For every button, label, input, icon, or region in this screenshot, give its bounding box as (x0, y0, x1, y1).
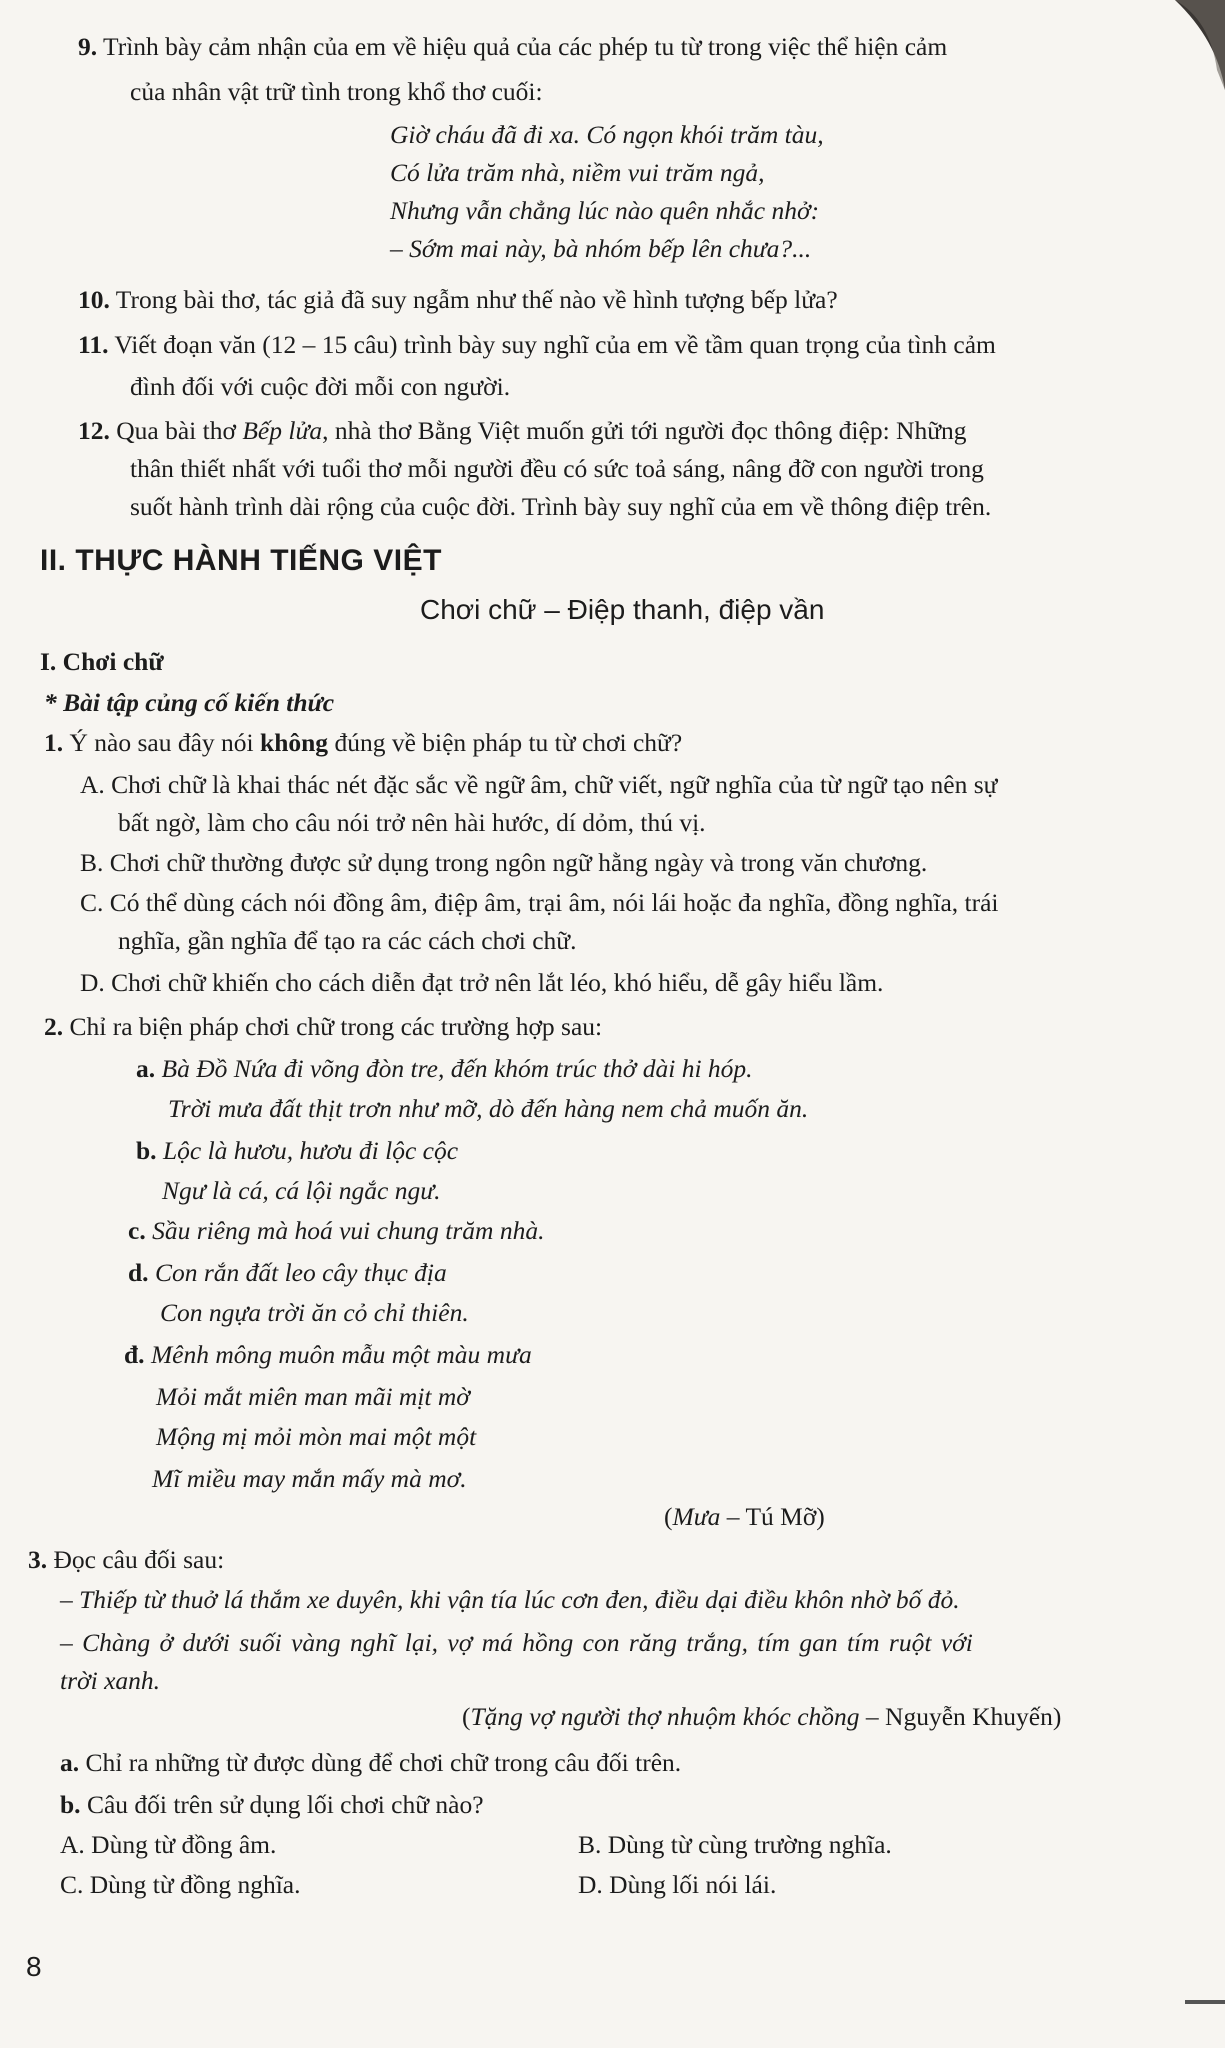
option-b: B. Dùng từ cùng trường nghĩa. (578, 1830, 892, 1859)
option-d: D. Dùng lối nói lái. (578, 1870, 777, 1899)
question-text: Viết đoạn văn (12 – 15 câu) trình bày suy nghĩ của em về tầm quan trọng của tình cảm (114, 330, 996, 359)
example-d-line-1 (128, 1256, 447, 1290)
poem-source (664, 1500, 825, 1534)
source-text: – Tú Mỡ) (720, 1502, 825, 1531)
exercise-3b (60, 1788, 484, 1822)
question-text: đúng về biện pháp tu từ chơi chữ? (328, 728, 683, 757)
lesson-subtitle: Chơi chữ – Điệp thanh, điệp vần (420, 594, 825, 625)
option-c: C. Dùng từ đồng nghĩa. (60, 1870, 301, 1899)
exercise-2-question (44, 1010, 602, 1044)
question-text: Chỉ ra những từ được dùng để chơi chữ trong câu đối trên. (85, 1748, 682, 1777)
example-a-line-2: Trời mưa đất thịt trơn như mỡ, dò đến hàng nem chả muốn ăn. (168, 1094, 809, 1123)
source-title: Mưa (672, 1502, 721, 1531)
question-9-line-1 (78, 30, 947, 64)
example-dd-line-3: Mộng mị mỏi mòn mai một một (156, 1422, 477, 1451)
question-text: Câu đối trên sử dụng lối chơi chữ nào? (86, 1790, 484, 1819)
source-text: ( (462, 1702, 471, 1731)
option-a-line-1: A. Chơi chữ là khai thác nét đặc sắc về ngữ âm, chữ viết, ngữ nghĩa của từ ngữ tạo nên sự (80, 770, 998, 799)
option-a: A. Dùng từ đồng âm. (60, 1830, 277, 1859)
question-text: Chỉ ra biện pháp chơi chữ trong các trường hợp sau: (69, 1012, 603, 1041)
poem-line-2: Có lửa trăm nhà, niềm vui trăm ngả, (390, 158, 765, 187)
question-text: Đọc câu đối sau: (53, 1545, 225, 1574)
item-label: a. (136, 1054, 156, 1083)
question-text: , nhà thơ Bằng Việt muốn gửi tới người đọc thông điệp: Những (322, 416, 967, 445)
example-text: Con rắn đất leo cây thục địa (154, 1258, 447, 1287)
poem-line-1: Giờ cháu đã đi xa. Có ngọn khói trăm tàu, (390, 120, 824, 149)
example-a-line-1 (136, 1052, 753, 1086)
question-number: 12. (78, 416, 110, 445)
exercise-3-question (28, 1543, 224, 1577)
question-12-line-3: suốt hành trình dài rộng của cuộc đời. Trình bày suy nghĩ của em về thông điệp trên. (130, 492, 992, 521)
item-label: c. (128, 1216, 146, 1245)
emphasis: không (260, 728, 329, 757)
example-text: Mênh mông muôn mẫu một màu mưa (150, 1340, 532, 1369)
question-11-line-2: đình đối với cuộc đời mỗi con người. (130, 372, 511, 401)
example-text: Lộc là hươu, hươu đi lộc cộc (162, 1136, 459, 1165)
question-10 (78, 283, 838, 317)
option-b: B. Chơi chữ thường được sử dụng trong ngôn ngữ hằng ngày và trong văn chương. (80, 848, 928, 877)
exercise-1-question (44, 726, 682, 760)
source-title: Tặng vợ người thợ nhuộm khóc chồng (470, 1702, 860, 1731)
page-curl-icon (1155, 0, 1225, 90)
page-number: 8 (26, 1951, 42, 1982)
question-number: 10. (78, 285, 110, 314)
example-b-line-2: Ngư là cá, cá lội ngắc ngư. (162, 1176, 441, 1205)
example-text: Sầu riêng mà hoá vui chung trăm nhà. (152, 1216, 545, 1245)
question-text: Trình bày cảm nhận của em về hiệu quả của các phép tu từ trong việc thể hiện cảm (103, 32, 948, 61)
item-label: b. (60, 1790, 81, 1819)
item-label: d. (128, 1258, 149, 1287)
question-number: 2. (44, 1012, 64, 1041)
couplet-line-2: – Chàng ở dưới suối vàng nghĩ lại, vợ má hồng con răng trắng, tím gan tím ruột với (60, 1628, 973, 1657)
option-c-line-1: C. Có thể dùng cách nói đồng âm, điệp âm, trại âm, nói lái hoặc đa nghĩa, đồng nghĩa, trái (80, 888, 999, 917)
source-text: – Nguyễn Khuyến) (859, 1702, 1062, 1731)
example-dd-line-2: Mỏi mắt miên man mãi mịt mờ (156, 1382, 470, 1411)
example-b-line-1 (136, 1134, 458, 1168)
question-number: 1. (44, 728, 64, 757)
example-dd-line-4: Mĩ miều may mắn mấy mà mơ. (152, 1464, 467, 1493)
page-edge-mark (1185, 2000, 1225, 2004)
poem-title: Bếp lửa (242, 416, 323, 445)
item-label: đ. (124, 1340, 145, 1369)
question-number: 11. (78, 330, 109, 359)
option-c-line-2: nghĩa, gần nghĩa để tạo ra các cách chơi chữ. (118, 926, 577, 955)
poem-line-3: Nhưng vẫn chẳng lúc nào quên nhắc nhở: (390, 196, 820, 225)
couplet-line-3: trời xanh. (60, 1666, 161, 1695)
question-number: 3. (28, 1545, 48, 1574)
example-text: Bà Đồ Nứa đi võng đòn tre, đến khóm trúc thở dài hi hóp. (161, 1054, 753, 1083)
example-d-line-2: Con ngựa trời ăn cỏ chỉ thiên. (160, 1298, 469, 1327)
couplet-line-1: – Thiếp từ thuở lá thắm xe duyên, khi vận tía lúc cơn đen, điều dại điều khôn nhờ bố đỏ. (60, 1585, 960, 1614)
question-12-line-1 (78, 414, 967, 448)
poem-line-4: – Sớm mai này, bà nhóm bếp lên chưa?... (390, 234, 812, 263)
exercise-heading: * Bài tập củng cố kiến thức (44, 688, 335, 717)
option-a-line-2: bất ngờ, làm cho câu nói trở nên hài hước, dí dỏm, thú vị. (118, 808, 706, 837)
part-heading: I. Chơi chữ (40, 647, 164, 676)
exercise-3a (60, 1746, 681, 1780)
question-11-line-1 (78, 328, 996, 362)
item-label: a. (60, 1748, 80, 1777)
example-c (128, 1214, 544, 1248)
question-text: Ý nào sau đây nói (69, 728, 261, 757)
question-12-line-2: thân thiết nhất với tuổi thơ mỗi người đều có sức toả sáng, nâng đỡ con người trong (130, 454, 984, 483)
option-d: D. Chơi chữ khiến cho cách diễn đạt trở nên lắt léo, khó hiểu, dễ gây hiểu lầm. (80, 968, 884, 997)
question-9-line-2: của nhân vật trữ tình trong khổ thơ cuối: (130, 77, 543, 106)
section-heading: II. THỰC HÀNH TIẾNG VIỆT (40, 544, 442, 577)
question-text: Trong bài thơ, tác giả đã suy ngẫm như thế nào về hình tượng bếp lửa? (115, 285, 838, 314)
example-dd-line-1 (124, 1338, 532, 1372)
question-text: Qua bài thơ (116, 416, 243, 445)
couplet-source (462, 1700, 1061, 1734)
item-label: b. (136, 1136, 157, 1165)
question-number: 9. (78, 32, 98, 61)
source-text: ( (664, 1502, 673, 1531)
